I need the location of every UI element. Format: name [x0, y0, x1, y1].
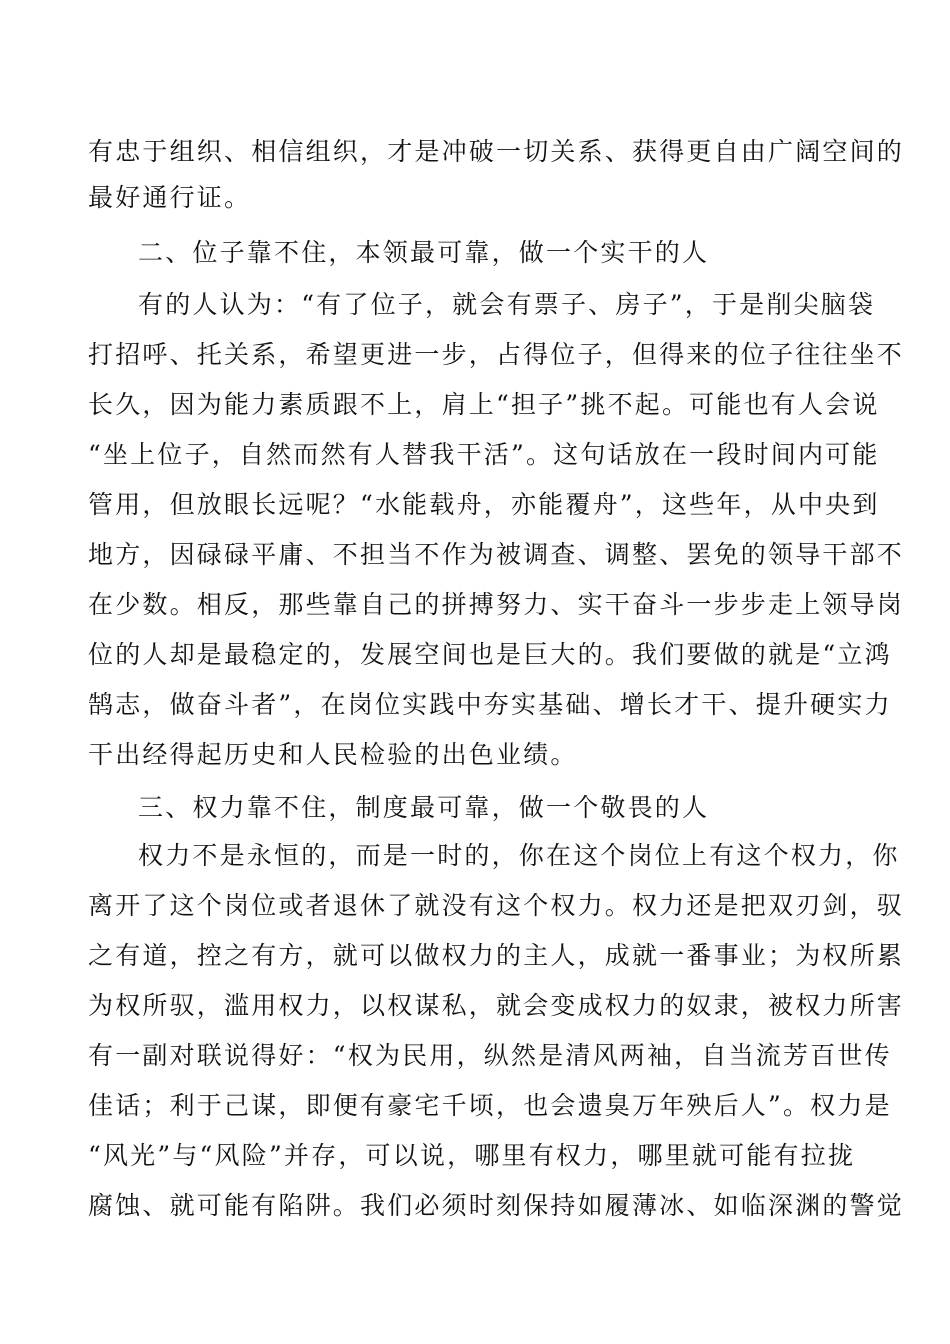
paragraph-line: 佳话；利于己谋，即便有豪宅千顷，也会遗臭万年殃后人”。权力是 — [88, 1091, 892, 1120]
paragraph-line: 有忠于组织、相信组织，才是冲破一切关系、获得更自由广阔空间的 — [88, 137, 905, 166]
paragraph-line: 离开了这个岗位或者退休了就没有这个权力。权力还是把双刃剑，驭 — [88, 891, 905, 920]
paragraph-line: 腐蚀、就可能有陷阱。我们必须时刻保持如履薄冰、如临深渊的警觉 — [88, 1191, 905, 1220]
section-heading: 三、权力靠不住，制度最可靠，做一个敬畏的人 — [138, 793, 710, 822]
paragraph-line: 权力不是永恒的，而是一时的，你在这个岗位上有这个权力，你 — [138, 841, 900, 870]
paragraph-line: 之有道，控之有方，就可以做权力的主人，成就一番事业；为权所累 — [88, 941, 905, 970]
paragraph-line: 为权所驭，滥用权力，以权谋私，就会变成权力的奴隶，被权力所害 — [88, 991, 905, 1020]
paragraph-line: 管用，但放眼长远呢？“水能载舟，亦能覆舟”，这些年，从中央到 — [88, 490, 880, 519]
section-heading: 二、位子靠不住，本领最可靠，做一个实干的人 — [138, 238, 710, 267]
paragraph-line: 有一副对联说得好：“权为民用，纵然是清风两袖，自当流芳百世传 — [88, 1041, 892, 1070]
paragraph-line: 打招呼、托关系，希望更进一步，占得位子，但得来的位子往往坐不 — [88, 340, 905, 369]
paragraph-line: 有的人认为：“有了位子，就会有票子、房子”，于是削尖脑袋 — [138, 290, 876, 319]
paragraph-line: 地方，因碌碌平庸、不担当不作为被调查、调整、罢免的领导干部不 — [88, 540, 905, 569]
paragraph-line: 最好通行证。 — [88, 183, 252, 212]
paragraph-line: “风光”与“风险”并存，可以说，哪里有权力，哪里就可能有拉拢 — [88, 1141, 856, 1170]
paragraph-line: 干出经得起历史和人民检验的出色业绩。 — [88, 740, 578, 769]
paragraph-line: 位的人却是最稳定的，发展空间也是巨大的。我们要做的就是“立鸿 — [88, 640, 892, 669]
paragraph-line: 长久，因为能力素质跟不上，肩上“担子”挑不起。可能也有人会说 — [88, 390, 880, 419]
paragraph-line: 鹄志，做奋斗者”，在岗位实践中夯实基础、增长才干、提升硬实力 — [88, 690, 892, 719]
paragraph-line: 在少数。相反，那些靠自己的拼搏努力、实干奋斗一步步走上领导岗 — [88, 590, 905, 619]
paragraph-line: “坐上位子，自然而然有人替我干活”。这句话放在一段时间内可能 — [88, 440, 880, 469]
